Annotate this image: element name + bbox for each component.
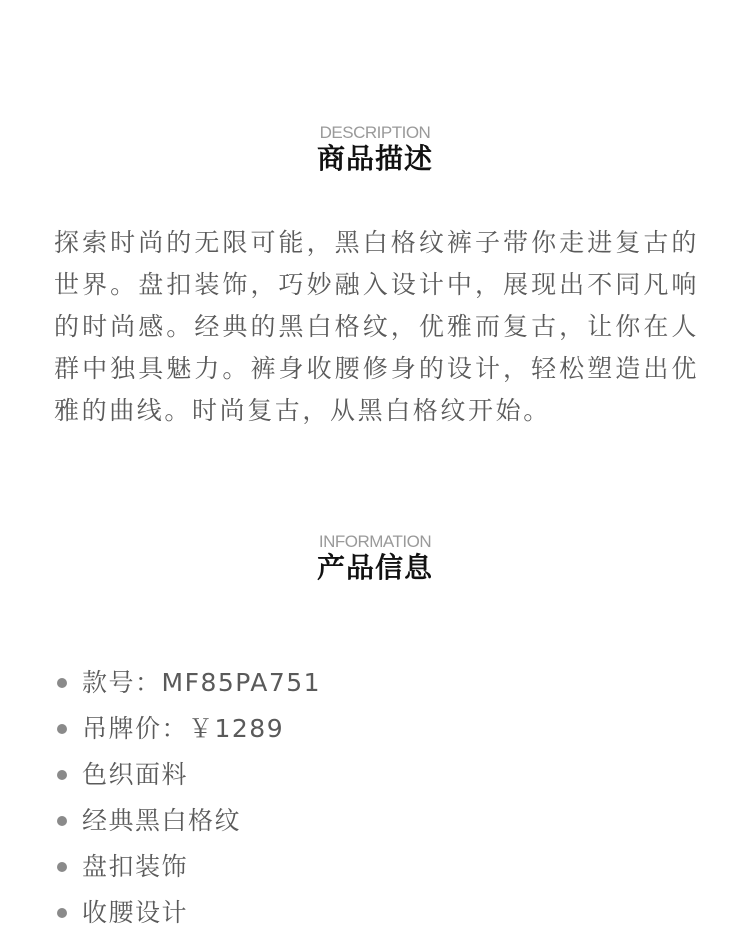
info-item-fabric: 色织面料 [82,760,189,789]
information-heading-en: INFORMATION [318,532,432,551]
info-item-style-number: 款号：MF85PA751 [82,668,322,697]
info-item-tag-price: 吊牌价：￥1289 [82,714,285,743]
information-list [57,660,321,936]
list-item [57,660,321,706]
list-item [57,890,321,936]
info-item-pattern: 经典黑白格纹 [82,806,242,835]
description-heading-zh: 商品描述 [316,142,433,175]
bullet-icon [57,908,67,918]
description-header [0,124,750,176]
bullet-icon [57,724,67,734]
bullet-icon [57,816,67,826]
list-item [57,706,321,752]
description-heading-en: DESCRIPTION [319,123,431,142]
list-item [57,752,321,798]
bullet-icon [57,678,67,688]
info-item-waist: 收腰设计 [82,898,189,927]
information-heading-zh: 产品信息 [316,551,433,584]
bullet-icon [57,770,67,780]
list-item [57,798,321,844]
info-item-buttons: 盘扣装饰 [82,852,189,881]
list-item [57,844,321,890]
description-body: 探索时尚的无限可能，黑白格纹裤子带你走进复古的世界。盘扣装饰，巧妙融入设计中，展现出不同凡响的时尚感。经典的黑白格纹，优雅而复古，让你在人群中独具魅力。裤身收腰修身的设计，轻松塑造出优雅的曲线。时尚复古，从黑白格纹开始。 [54,228,699,425]
bullet-icon [57,862,67,872]
information-header [0,533,750,585]
